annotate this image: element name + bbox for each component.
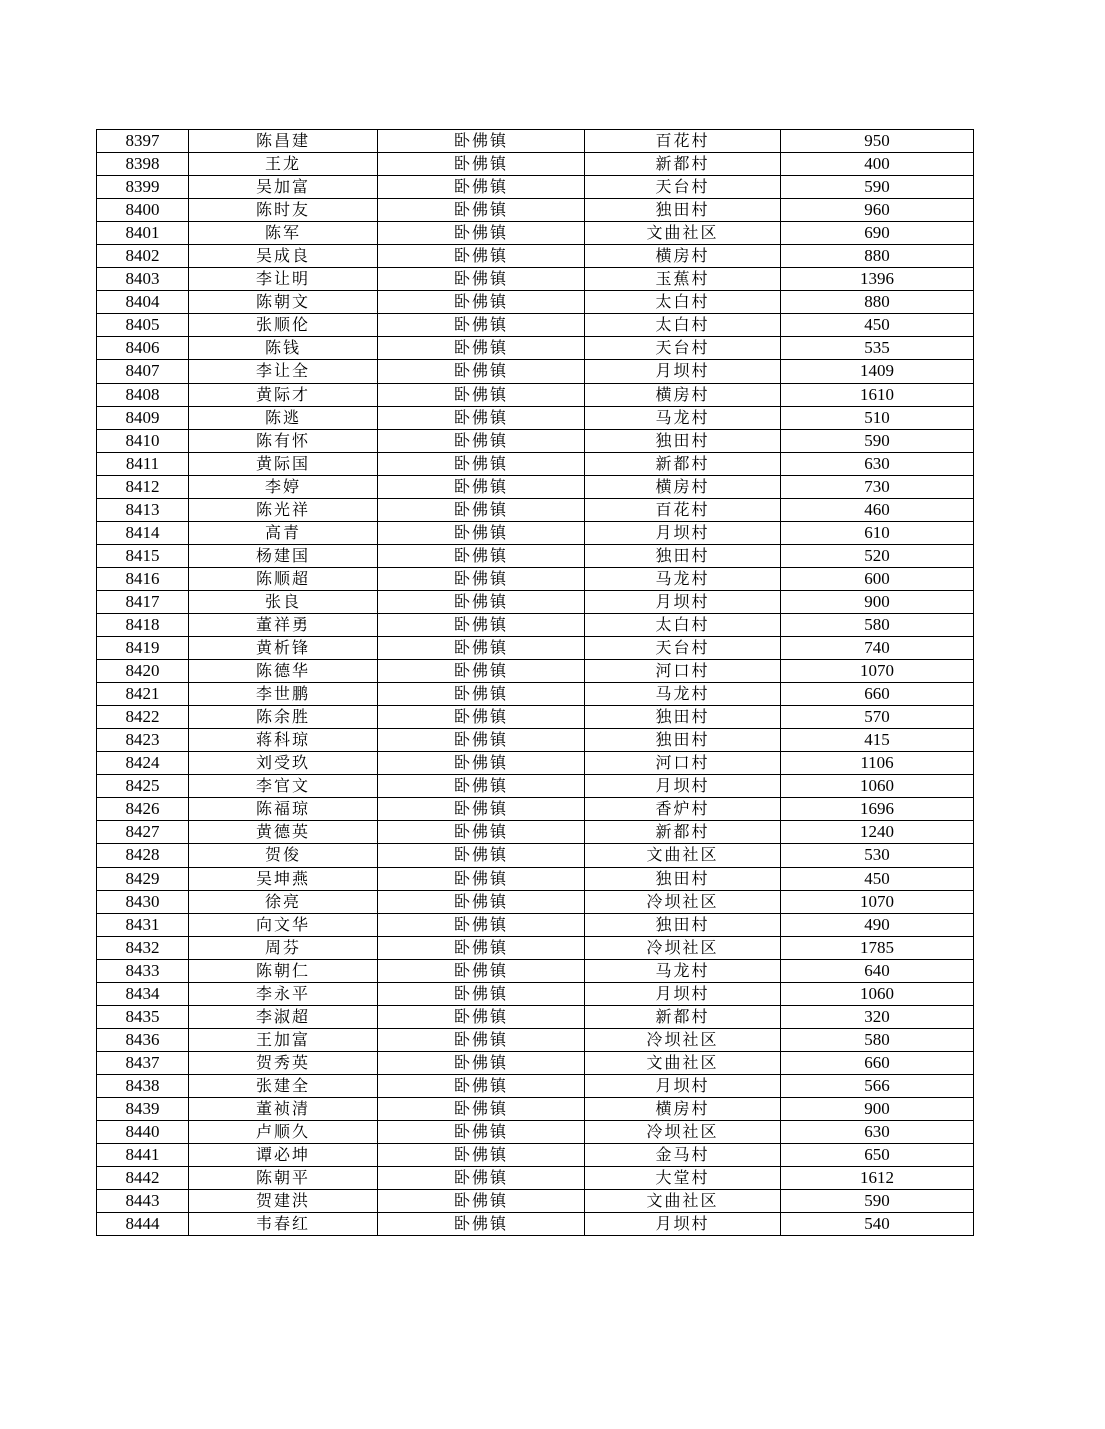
table-row	[97, 498, 974, 521]
cell-id: 8419	[97, 637, 189, 660]
cell-town: 卧佛镇	[378, 1190, 585, 1213]
cell-town: 卧佛镇	[378, 821, 585, 844]
cell-village: 太白村	[585, 613, 781, 636]
cell-name: 王加富	[189, 1028, 378, 1051]
table-row	[97, 1074, 974, 1097]
table-row	[97, 913, 974, 936]
cell-town: 卧佛镇	[378, 982, 585, 1005]
cell-name: 李永平	[189, 982, 378, 1005]
table-row	[97, 1213, 974, 1236]
cell-village: 马龙村	[585, 683, 781, 706]
cell-name: 黄际国	[189, 452, 378, 475]
cell-town: 卧佛镇	[378, 337, 585, 360]
cell-village: 横房村	[585, 475, 781, 498]
cell-name: 吴成良	[189, 245, 378, 268]
cell-name: 高青	[189, 521, 378, 544]
cell-amount: 1070	[781, 890, 974, 913]
cell-id: 8422	[97, 706, 189, 729]
cell-town: 卧佛镇	[378, 660, 585, 683]
cell-amount: 660	[781, 1051, 974, 1074]
table-row	[97, 752, 974, 775]
cell-village: 玉蕉村	[585, 268, 781, 291]
table-row	[97, 406, 974, 429]
cell-id: 8432	[97, 936, 189, 959]
cell-name: 陈顺超	[189, 567, 378, 590]
cell-town: 卧佛镇	[378, 544, 585, 567]
table-row	[97, 1005, 974, 1028]
cell-name: 张顺伦	[189, 314, 378, 337]
cell-amount: 590	[781, 429, 974, 452]
cell-town: 卧佛镇	[378, 498, 585, 521]
cell-amount: 590	[781, 1190, 974, 1213]
cell-name: 陈光祥	[189, 498, 378, 521]
cell-name: 李让明	[189, 268, 378, 291]
cell-village: 横房村	[585, 383, 781, 406]
data-table	[96, 129, 974, 1236]
cell-village: 月坝村	[585, 982, 781, 1005]
cell-id: 8425	[97, 775, 189, 798]
cell-amount: 415	[781, 729, 974, 752]
cell-amount: 566	[781, 1074, 974, 1097]
table-row	[97, 567, 974, 590]
cell-name: 贺俊	[189, 844, 378, 867]
cell-amount: 640	[781, 959, 974, 982]
cell-id: 8405	[97, 314, 189, 337]
cell-village: 独田村	[585, 867, 781, 890]
cell-town: 卧佛镇	[378, 706, 585, 729]
cell-name: 周芬	[189, 936, 378, 959]
cell-village: 新都村	[585, 153, 781, 176]
cell-amount: 590	[781, 176, 974, 199]
cell-id: 8437	[97, 1051, 189, 1074]
cell-name: 贺秀英	[189, 1051, 378, 1074]
cell-amount: 510	[781, 406, 974, 429]
cell-amount: 730	[781, 475, 974, 498]
cell-id: 8433	[97, 959, 189, 982]
cell-name: 陈德华	[189, 660, 378, 683]
cell-town: 卧佛镇	[378, 176, 585, 199]
cell-id: 8402	[97, 245, 189, 268]
cell-id: 8430	[97, 890, 189, 913]
cell-id: 8440	[97, 1121, 189, 1144]
table-row	[97, 844, 974, 867]
cell-name: 吴加富	[189, 176, 378, 199]
cell-village: 马龙村	[585, 959, 781, 982]
cell-village: 月坝村	[585, 590, 781, 613]
cell-id: 8439	[97, 1097, 189, 1120]
cell-town: 卧佛镇	[378, 959, 585, 982]
table-row	[97, 153, 974, 176]
cell-town: 卧佛镇	[378, 199, 585, 222]
cell-village: 大堂村	[585, 1167, 781, 1190]
cell-village: 百花村	[585, 498, 781, 521]
cell-id: 8416	[97, 567, 189, 590]
cell-name: 李世鹏	[189, 683, 378, 706]
cell-name: 杨建国	[189, 544, 378, 567]
cell-village: 独田村	[585, 544, 781, 567]
table-row	[97, 959, 974, 982]
cell-town: 卧佛镇	[378, 314, 585, 337]
table-row	[97, 1028, 974, 1051]
cell-amount: 490	[781, 913, 974, 936]
cell-village: 文曲社区	[585, 1051, 781, 1074]
cell-village: 太白村	[585, 291, 781, 314]
cell-id: 8420	[97, 660, 189, 683]
cell-name: 陈余胜	[189, 706, 378, 729]
cell-name: 张良	[189, 590, 378, 613]
cell-village: 独田村	[585, 429, 781, 452]
table-row	[97, 637, 974, 660]
cell-amount: 1060	[781, 775, 974, 798]
cell-id: 8421	[97, 683, 189, 706]
cell-name: 李让全	[189, 360, 378, 383]
cell-id: 8399	[97, 176, 189, 199]
table-row	[97, 613, 974, 636]
cell-amount: 950	[781, 130, 974, 153]
table-row	[97, 867, 974, 890]
cell-name: 董祯清	[189, 1097, 378, 1120]
cell-amount: 900	[781, 1097, 974, 1120]
cell-village: 独田村	[585, 913, 781, 936]
cell-town: 卧佛镇	[378, 890, 585, 913]
table-row	[97, 936, 974, 959]
cell-village: 新都村	[585, 821, 781, 844]
cell-amount: 1612	[781, 1167, 974, 1190]
cell-id: 8417	[97, 590, 189, 613]
table-row	[97, 245, 974, 268]
cell-amount: 580	[781, 1028, 974, 1051]
cell-id: 8429	[97, 867, 189, 890]
cell-amount: 1106	[781, 752, 974, 775]
cell-village: 香炉村	[585, 798, 781, 821]
cell-village: 冷坝社区	[585, 1028, 781, 1051]
cell-town: 卧佛镇	[378, 1097, 585, 1120]
table-row	[97, 360, 974, 383]
cell-town: 卧佛镇	[378, 452, 585, 475]
cell-village: 月坝村	[585, 521, 781, 544]
table-row	[97, 199, 974, 222]
table-row	[97, 1051, 974, 1074]
cell-amount: 600	[781, 567, 974, 590]
cell-village: 月坝村	[585, 1213, 781, 1236]
cell-amount: 540	[781, 1213, 974, 1236]
cell-village: 河口村	[585, 752, 781, 775]
cell-amount: 740	[781, 637, 974, 660]
cell-name: 蒋科琼	[189, 729, 378, 752]
cell-id: 8424	[97, 752, 189, 775]
table-row	[97, 1144, 974, 1167]
cell-name: 陈钱	[189, 337, 378, 360]
cell-name: 陈逃	[189, 406, 378, 429]
cell-town: 卧佛镇	[378, 1144, 585, 1167]
cell-village: 冷坝社区	[585, 936, 781, 959]
cell-id: 8444	[97, 1213, 189, 1236]
cell-town: 卧佛镇	[378, 1005, 585, 1028]
cell-village: 马龙村	[585, 406, 781, 429]
cell-name: 李官文	[189, 775, 378, 798]
cell-id: 8400	[97, 199, 189, 222]
cell-amount: 1396	[781, 268, 974, 291]
cell-name: 黄析锋	[189, 637, 378, 660]
cell-amount: 650	[781, 1144, 974, 1167]
cell-amount: 520	[781, 544, 974, 567]
cell-amount: 460	[781, 498, 974, 521]
cell-amount: 1610	[781, 383, 974, 406]
cell-name: 陈朝仁	[189, 959, 378, 982]
cell-name: 吴坤燕	[189, 867, 378, 890]
cell-name: 陈福琼	[189, 798, 378, 821]
table-row	[97, 337, 974, 360]
cell-village: 金马村	[585, 1144, 781, 1167]
cell-name: 陈朝文	[189, 291, 378, 314]
cell-village: 马龙村	[585, 567, 781, 590]
table-row	[97, 1167, 974, 1190]
cell-town: 卧佛镇	[378, 360, 585, 383]
cell-village: 独田村	[585, 706, 781, 729]
cell-id: 8409	[97, 406, 189, 429]
cell-amount: 1070	[781, 660, 974, 683]
cell-amount: 630	[781, 452, 974, 475]
cell-town: 卧佛镇	[378, 429, 585, 452]
cell-name: 黄际才	[189, 383, 378, 406]
cell-amount: 660	[781, 683, 974, 706]
cell-village: 月坝村	[585, 775, 781, 798]
table-row	[97, 176, 974, 199]
cell-amount: 880	[781, 291, 974, 314]
cell-amount: 450	[781, 867, 974, 890]
cell-village: 文曲社区	[585, 1190, 781, 1213]
table-row	[97, 982, 974, 1005]
cell-id: 8398	[97, 153, 189, 176]
cell-village: 新都村	[585, 1005, 781, 1028]
cell-id: 8428	[97, 844, 189, 867]
cell-village: 河口村	[585, 660, 781, 683]
cell-town: 卧佛镇	[378, 153, 585, 176]
table-row	[97, 1097, 974, 1120]
cell-amount: 530	[781, 844, 974, 867]
cell-amount: 1785	[781, 936, 974, 959]
cell-town: 卧佛镇	[378, 406, 585, 429]
cell-name: 陈昌建	[189, 130, 378, 153]
cell-name: 陈朝平	[189, 1167, 378, 1190]
cell-village: 横房村	[585, 1097, 781, 1120]
cell-village: 月坝村	[585, 360, 781, 383]
cell-amount: 900	[781, 590, 974, 613]
cell-town: 卧佛镇	[378, 268, 585, 291]
cell-town: 卧佛镇	[378, 291, 585, 314]
cell-name: 陈有怀	[189, 429, 378, 452]
cell-town: 卧佛镇	[378, 245, 585, 268]
cell-amount: 1240	[781, 821, 974, 844]
cell-town: 卧佛镇	[378, 1051, 585, 1074]
cell-id: 8411	[97, 452, 189, 475]
cell-town: 卧佛镇	[378, 936, 585, 959]
cell-village: 独田村	[585, 199, 781, 222]
table-row	[97, 544, 974, 567]
cell-amount: 690	[781, 222, 974, 245]
cell-town: 卧佛镇	[378, 867, 585, 890]
cell-id: 8418	[97, 613, 189, 636]
cell-id: 8431	[97, 913, 189, 936]
cell-name: 李婷	[189, 475, 378, 498]
table-row	[97, 475, 974, 498]
cell-name: 陈时友	[189, 199, 378, 222]
cell-town: 卧佛镇	[378, 683, 585, 706]
table-row	[97, 222, 974, 245]
cell-village: 新都村	[585, 452, 781, 475]
cell-name: 陈军	[189, 222, 378, 245]
cell-amount: 580	[781, 613, 974, 636]
cell-name: 董祥勇	[189, 613, 378, 636]
cell-name: 张建全	[189, 1074, 378, 1097]
table-row	[97, 130, 974, 153]
table-row	[97, 521, 974, 544]
cell-amount: 320	[781, 1005, 974, 1028]
cell-id: 8438	[97, 1074, 189, 1097]
cell-village: 横房村	[585, 245, 781, 268]
table-row	[97, 590, 974, 613]
cell-town: 卧佛镇	[378, 475, 585, 498]
cell-village: 文曲社区	[585, 222, 781, 245]
cell-id: 8435	[97, 1005, 189, 1028]
cell-id: 8407	[97, 360, 189, 383]
cell-id: 8443	[97, 1190, 189, 1213]
cell-town: 卧佛镇	[378, 590, 585, 613]
cell-amount: 960	[781, 199, 974, 222]
cell-amount: 1696	[781, 798, 974, 821]
table-row	[97, 291, 974, 314]
cell-town: 卧佛镇	[378, 775, 585, 798]
cell-town: 卧佛镇	[378, 222, 585, 245]
cell-village: 天台村	[585, 337, 781, 360]
cell-amount: 1060	[781, 982, 974, 1005]
cell-town: 卧佛镇	[378, 567, 585, 590]
table-row	[97, 452, 974, 475]
table-row	[97, 729, 974, 752]
table-body	[97, 130, 974, 1236]
cell-village: 冷坝社区	[585, 1121, 781, 1144]
cell-village: 百花村	[585, 130, 781, 153]
table-row	[97, 314, 974, 337]
cell-name: 徐亮	[189, 890, 378, 913]
cell-name: 贺建洪	[189, 1190, 378, 1213]
cell-id: 8404	[97, 291, 189, 314]
table-row	[97, 429, 974, 452]
table-row	[97, 660, 974, 683]
cell-town: 卧佛镇	[378, 1167, 585, 1190]
cell-name: 向文华	[189, 913, 378, 936]
cell-id: 8401	[97, 222, 189, 245]
cell-name: 谭必坤	[189, 1144, 378, 1167]
cell-id: 8408	[97, 383, 189, 406]
cell-id: 8403	[97, 268, 189, 291]
cell-name: 李淑超	[189, 1005, 378, 1028]
cell-town: 卧佛镇	[378, 844, 585, 867]
cell-town: 卧佛镇	[378, 613, 585, 636]
cell-town: 卧佛镇	[378, 798, 585, 821]
cell-village: 天台村	[585, 176, 781, 199]
table-row	[97, 1121, 974, 1144]
cell-town: 卧佛镇	[378, 383, 585, 406]
cell-amount: 630	[781, 1121, 974, 1144]
table-row	[97, 775, 974, 798]
cell-id: 8413	[97, 498, 189, 521]
cell-id: 8406	[97, 337, 189, 360]
cell-village: 文曲社区	[585, 844, 781, 867]
cell-name: 刘受玖	[189, 752, 378, 775]
cell-id: 8426	[97, 798, 189, 821]
cell-id: 8441	[97, 1144, 189, 1167]
table-row	[97, 683, 974, 706]
cell-town: 卧佛镇	[378, 1213, 585, 1236]
cell-id: 8410	[97, 429, 189, 452]
cell-id: 8442	[97, 1167, 189, 1190]
table-row	[97, 821, 974, 844]
table-row	[97, 268, 974, 291]
cell-town: 卧佛镇	[378, 637, 585, 660]
cell-id: 8436	[97, 1028, 189, 1051]
cell-name: 王龙	[189, 153, 378, 176]
cell-id: 8412	[97, 475, 189, 498]
cell-town: 卧佛镇	[378, 1028, 585, 1051]
cell-amount: 400	[781, 153, 974, 176]
cell-amount: 880	[781, 245, 974, 268]
table-row	[97, 1190, 974, 1213]
cell-town: 卧佛镇	[378, 1121, 585, 1144]
cell-amount: 1409	[781, 360, 974, 383]
cell-village: 冷坝社区	[585, 890, 781, 913]
cell-id: 8415	[97, 544, 189, 567]
cell-id: 8427	[97, 821, 189, 844]
cell-village: 月坝村	[585, 1074, 781, 1097]
cell-name: 卢顺久	[189, 1121, 378, 1144]
cell-id: 8414	[97, 521, 189, 544]
cell-village: 天台村	[585, 637, 781, 660]
cell-town: 卧佛镇	[378, 130, 585, 153]
cell-id: 8434	[97, 982, 189, 1005]
cell-name: 韦春红	[189, 1213, 378, 1236]
cell-name: 黄德英	[189, 821, 378, 844]
cell-village: 太白村	[585, 314, 781, 337]
cell-amount: 535	[781, 337, 974, 360]
cell-town: 卧佛镇	[378, 729, 585, 752]
table-row	[97, 706, 974, 729]
cell-town: 卧佛镇	[378, 521, 585, 544]
cell-town: 卧佛镇	[378, 1074, 585, 1097]
cell-id: 8423	[97, 729, 189, 752]
table-row	[97, 890, 974, 913]
cell-amount: 450	[781, 314, 974, 337]
cell-town: 卧佛镇	[378, 752, 585, 775]
cell-village: 独田村	[585, 729, 781, 752]
cell-id: 8397	[97, 130, 189, 153]
cell-town: 卧佛镇	[378, 913, 585, 936]
cell-amount: 610	[781, 521, 974, 544]
table-row	[97, 383, 974, 406]
table-row	[97, 798, 974, 821]
cell-amount: 570	[781, 706, 974, 729]
